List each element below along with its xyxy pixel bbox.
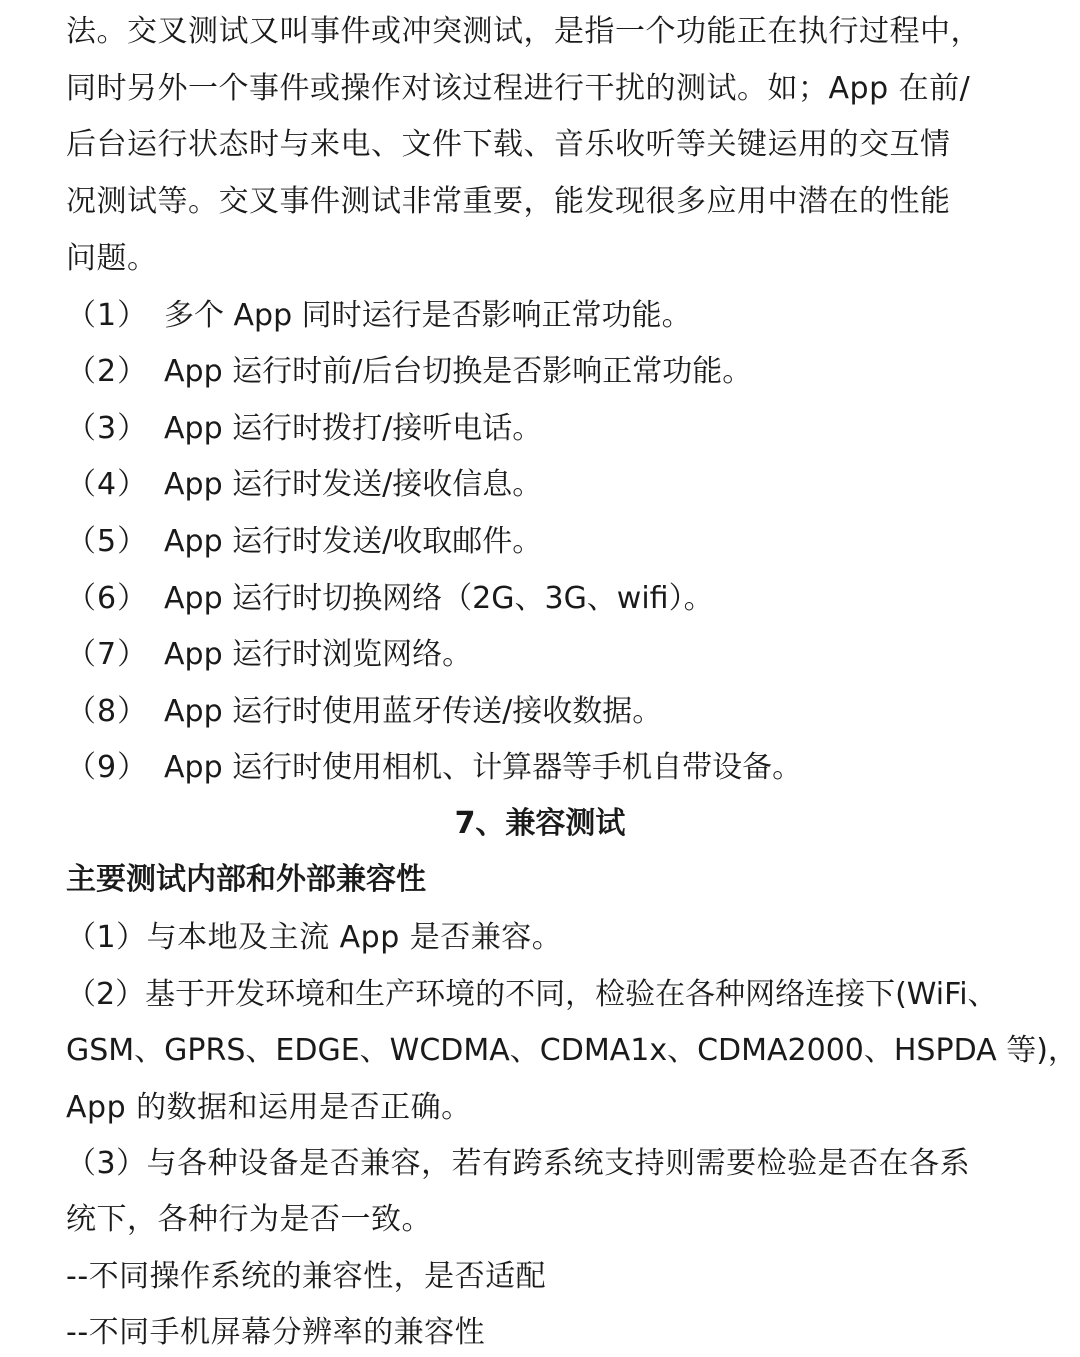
compat-line: （1）与本地及主流 App 是否兼容。	[66, 920, 563, 955]
list-item-number: （5）	[66, 524, 149, 559]
list-item-text: App 运行时发送/收取邮件。	[164, 524, 543, 559]
list-item	[66, 409, 542, 449]
compat-line: （2）基于开发环境和生产环境的不同，检验在各种网络连接下(WiFi、	[66, 977, 998, 1012]
list-item-text: App 运行时拨打/接听电话。	[164, 411, 543, 446]
list-item-number: （4）	[66, 467, 149, 502]
compat-line: --不同操作系统的兼容性，是否适配	[66, 1259, 547, 1294]
list-item-number: （2）	[66, 354, 149, 389]
list-item	[66, 579, 714, 619]
compat-intro: 主要测试内部和外部兼容性	[66, 862, 426, 897]
compat-line: GSM、GPRS、EDGE、WCDMA、CDMA1x、CDMA2000、HSPDA 等)，	[66, 1033, 1078, 1068]
intro-line: 法。交叉测试又叫事件或冲突测试，是指一个功能正在执行过程中，	[66, 14, 981, 49]
list-item-number: （3）	[66, 411, 149, 446]
list-item-text: App 运行时使用蓝牙传送/接收数据。	[164, 694, 663, 729]
intro-line: 同时另外一个事件或操作对该过程进行干扰的测试。如；App 在前/	[66, 71, 971, 106]
list-item-text: App 运行时前/后台切换是否影响正常功能。	[164, 354, 753, 389]
list-item-text: App 运行时切换网络（2G、3G、wifi）。	[164, 581, 714, 616]
list-item	[66, 748, 802, 788]
list-item-text: App 运行时发送/接收信息。	[164, 467, 543, 502]
list-item-number: （1）	[66, 298, 149, 333]
list-item	[66, 352, 752, 392]
compat-line: 统下，各种行为是否一致。	[66, 1202, 432, 1237]
compat-line: --不同手机屏幕分辨率的兼容性	[66, 1315, 486, 1350]
list-item	[66, 296, 692, 336]
list-item	[66, 465, 542, 505]
list-item	[66, 635, 472, 675]
list-item-number: （8）	[66, 694, 149, 729]
list-item-text: App 运行时使用相机、计算器等手机自带设备。	[164, 750, 803, 785]
list-item-number: （7）	[66, 637, 149, 672]
list-item-number: （9）	[66, 750, 149, 785]
section-heading: 7、兼容测试	[454, 806, 626, 841]
intro-line: 问题。	[66, 241, 158, 276]
list-item	[66, 522, 542, 562]
list-item	[66, 692, 662, 732]
list-item-text: 多个 App 同时运行是否影响正常功能。	[164, 298, 692, 333]
compat-line: （3）与各种设备是否兼容，若有跨系统支持则需要检验是否在各系	[66, 1146, 971, 1181]
intro-line: 后台运行状态时与来电、文件下载、音乐收听等关键运用的交互情	[66, 127, 951, 162]
intro-line: 况测试等。交叉事件测试非常重要，能发现很多应用中潜在的性能	[66, 184, 951, 219]
list-item-number: （6）	[66, 581, 149, 616]
list-item-text: App 运行时浏览网络。	[164, 637, 473, 672]
compat-line: App 的数据和运用是否正确。	[66, 1090, 472, 1125]
